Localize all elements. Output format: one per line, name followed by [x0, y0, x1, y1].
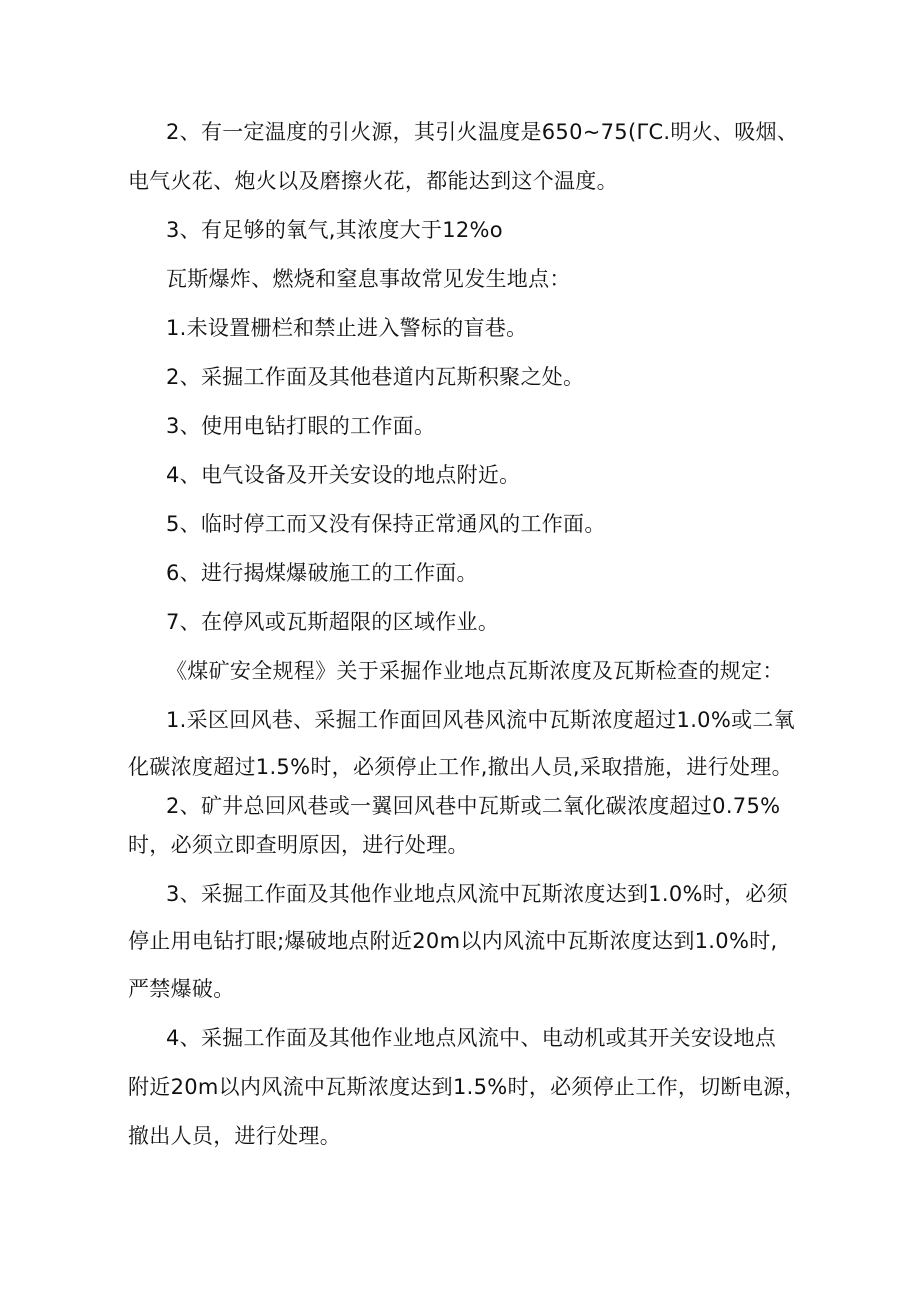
text-line: 6、进行揭煤爆破施工的工作面。 [166, 561, 478, 585]
text-line: 7、在停风或瓦斯超限的区域作业。 [166, 610, 500, 634]
text-line: 1.采区回风巷、采掘工作面回风巷风流中瓦斯浓度超过1.0%或二氧 [166, 708, 795, 732]
text-line: 5、临时停工而又没有保持正常通风的工作面。 [166, 512, 606, 536]
text-line: 2、采掘工作面及其他巷道内瓦斯积聚之处。 [166, 365, 585, 389]
text-line: 3、使用电钻打眼的工作面。 [166, 414, 436, 438]
text-line: 《煤矿安全规程》关于采掘作业地点瓦斯浓度及瓦斯检查的规定： [166, 659, 784, 683]
text-line: 1.未设置栅栏和禁止进入警标的盲巷。 [166, 316, 528, 340]
text-line: 4、采掘工作面及其他作业地点风流中、电动机或其开关安设地点 [166, 1026, 777, 1050]
text-line: 电气火花、炮火以及磨擦火花，都能达到这个温度。 [128, 169, 618, 193]
text-line: 3、有足够的氧气,其浓度大于12%o [166, 218, 503, 242]
text-line: 撤出人员，进行处理。 [128, 1124, 341, 1148]
text-line: 化碳浓度超过1.5%时，必须停止工作,撤出人员,采取措施，进行处理。 [128, 755, 793, 779]
text-line: 时，必须立即查明原因，进行处理。 [128, 833, 469, 857]
text-line: 2、矿井总回风巷或一翼回风巷中瓦斯或二氧化碳浓度超过0.75% [166, 794, 781, 818]
text-line: 3、采掘工作面及其他作业地点风流中瓦斯浓度达到1.0%时，必须 [166, 882, 789, 906]
text-line: 瓦斯爆炸、燃烧和窒息事故常见发生地点： [166, 267, 571, 291]
text-line: 2、有一定温度的引火源，其引火温度是650~75(ΓC.明火、吸烟、 [166, 120, 799, 144]
text-line: 严禁爆破。 [128, 977, 235, 1001]
text-line: 停止用电钻打眼;爆破地点附近20m以内风流中瓦斯浓度达到1.0%时, [128, 929, 778, 953]
text-line: 附近20m以内风流中瓦斯浓度达到1.5%时，必须停止工作，切断电源， [128, 1075, 806, 1099]
text-line: 4、电气设备及开关安设的地点附近。 [166, 463, 521, 487]
